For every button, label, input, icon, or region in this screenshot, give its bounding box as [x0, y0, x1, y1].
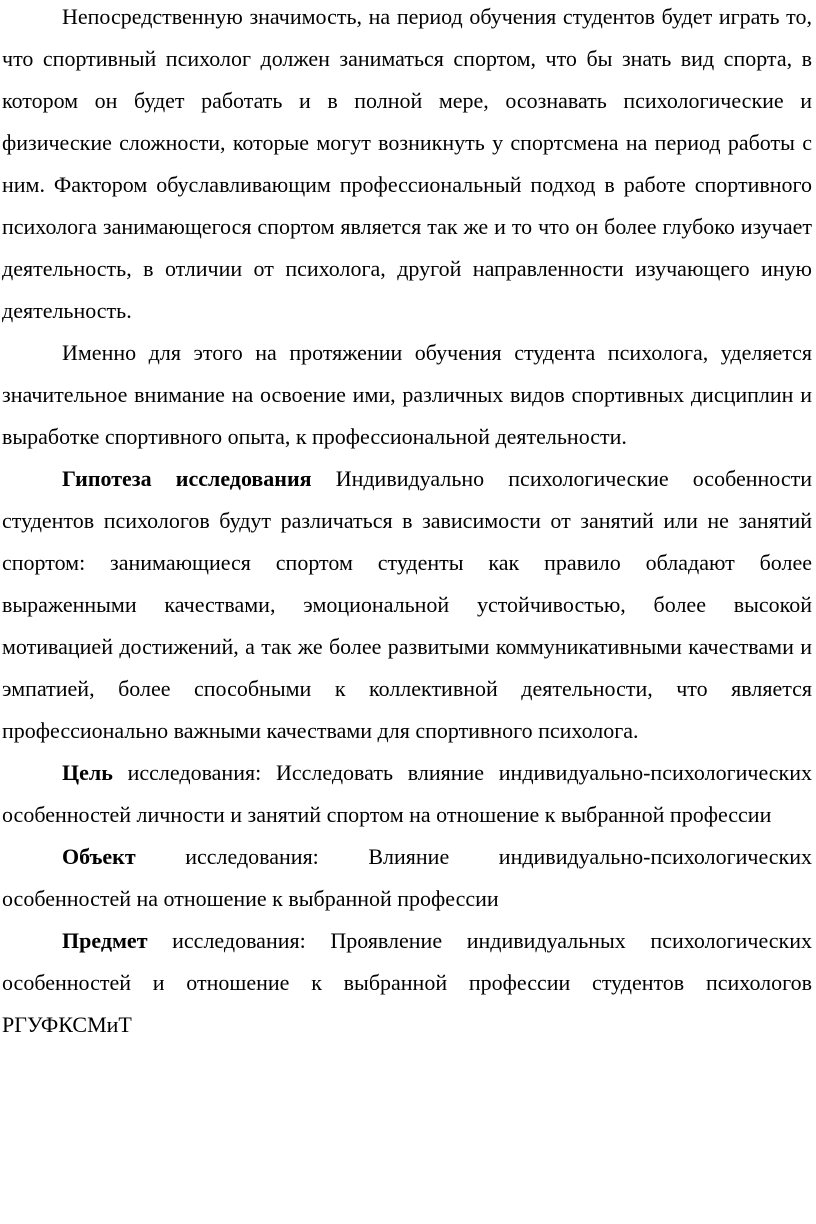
subject-label: Предмет: [62, 928, 148, 953]
goal-label: Цель: [62, 760, 113, 785]
object-label: Объект: [62, 844, 136, 869]
paragraph-subject: [2, 920, 812, 1046]
subject-text: исследования: Проявление индивидуальных психологических особенностей и отношение к выбранной профессии студентов психологов РГУФКСМиТ: [2, 928, 812, 1037]
goal-text: исследования: Исследовать влияние индивидуально-психологических особенностей личности и занятий спортом на отношение к выбранной профессии: [2, 760, 812, 827]
paragraph-significance: Непосредственную значимость, на период обучения студентов будет играть то, что спортивный психолог должен заниматься спортом, что бы знать вид спорта, в котором он будет работать и в полной мере, осознавать психологические и физические сложности, которые могут возникнуть у спортсмена на период работы с ним. Фактором обуславливающим профессиональный подход в работе спортивного психолога занимающегося спортом является так же и то что он более глубоко изучает деятельность, в отличии от психолога, другой направленности изучающего иную деятельность.: [2, 4, 812, 323]
object-text: исследования: Влияние индивидуально-психологических особенностей на отношение к выбранной профессии: [2, 844, 812, 911]
paragraph-training: Именно для этого на протяжении обучения студента психолога, уделяется значительное внимание на освоение ими, различных видов спортивных дисциплин и выработке спортивного опыта, к профессиональной деятельности.: [2, 340, 812, 449]
paragraph-goal: [2, 752, 812, 836]
hypothesis-text: Индивидуально психологические особенности студентов психологов будут различаться в зависимости от занятий или не занятий спортом: занимающиеся спортом студенты как правило обладают более выраженными качествами, эмоциональной устойчивостью, более высокой мотивацией достижений, а так же более развитыми коммуникативными качествами и эмпатией, более способными к коллективной деятельности, что является профессионально важными качествами для спортивного психолога.: [2, 466, 812, 743]
paragraph-hypothesis: [2, 458, 812, 752]
hypothesis-label: Гипотеза исследования: [62, 466, 312, 491]
paragraph-object: [2, 836, 812, 920]
